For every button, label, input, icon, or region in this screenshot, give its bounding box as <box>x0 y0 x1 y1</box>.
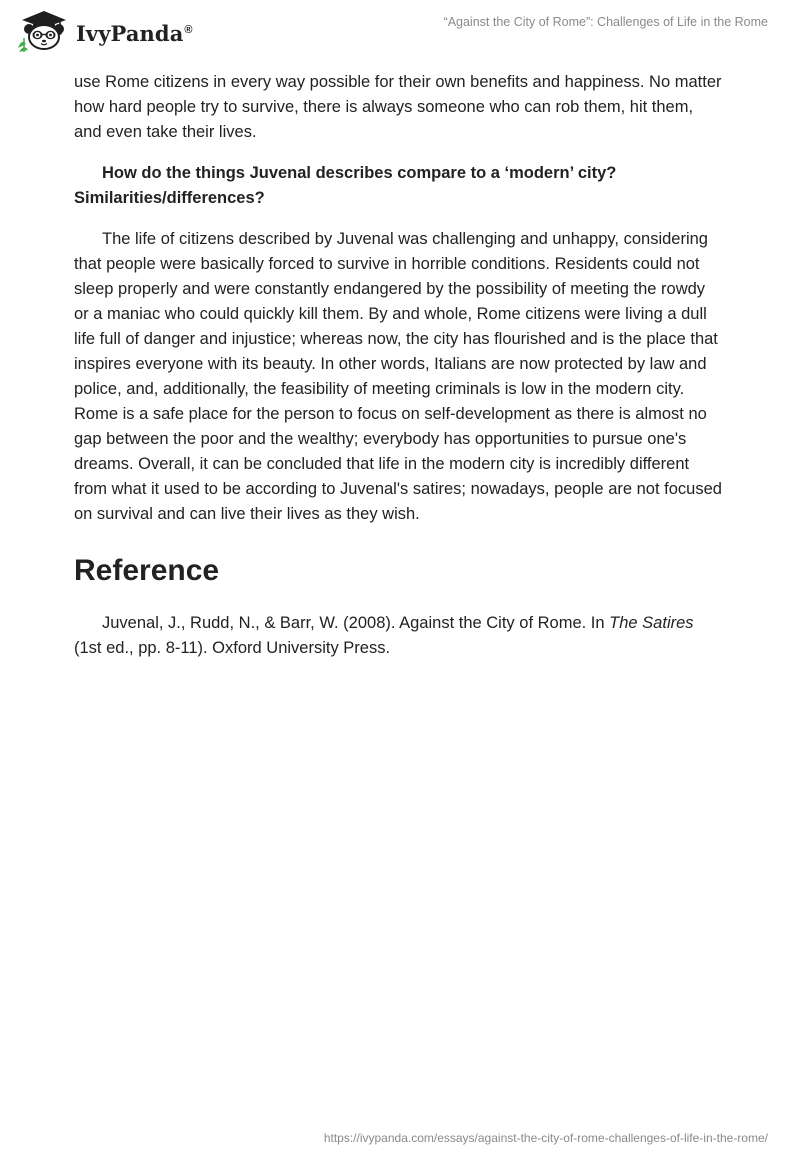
registered-mark: ® <box>184 23 193 36</box>
continued-paragraph: use Rome citizens in every way possible for their own benefits and happiness. No matter how hard people try to survive, there is always someone who can rob them, hit them, and even take their lives. <box>74 73 722 141</box>
brand-name: IvyPanda® <box>76 20 193 46</box>
reference-heading: Reference <box>74 554 220 587</box>
reference-text-after: (1st ed., pp. 8-11). Oxford University Press. <box>74 639 391 657</box>
reference-entry <box>74 611 724 661</box>
essay-content <box>74 70 724 661</box>
running-title: “Against the City of Rome”: Challenges of Life in the Rome <box>443 15 768 29</box>
answer-paragraph: The life of citizens described by Juvenal was challenging and unhappy, considering that people were basically forced to survive in horrible conditions. Residents could not sleep properly and were constantly endangered by the possibility of meeting the rowdy or a maniac who could quickly kill them. By and whole, Rome citizens were living a dull life full of danger and injustice; whereas now, the city has flourished and is the place that inspires everyone with its beauty. In other words, Italians are now protected by law and police, and, additionally, the feasibility of meeting criminals is low in the modern city. Rome is a safe place for the person to focus on self-development as there is almost no gap between the poor and the wealthy; everybody has opportunities to pursue one's dreams. Overall, it can be concluded that life in the modern city is incredibly different from what it used to be according to Juvenal's satires; nowadays, people are not focused on survival and can live their lives as they wish. <box>74 230 722 523</box>
page-header <box>0 0 800 60</box>
ivypanda-logo[interactable] <box>14 8 193 52</box>
reference-book-title: The Satires <box>609 614 694 632</box>
question-heading: How do the things Juvenal describes compare to a ‘modern’ city? Similarities/differences? <box>74 164 617 207</box>
panda-graduate-icon <box>14 8 74 52</box>
reference-text-before: Juvenal, J., Rudd, N., & Barr, W. (2008). Against the City of Rome. In <box>102 614 610 632</box>
source-url[interactable]: https://ivypanda.com/essays/against-the-city-of-rome-challenges-of-life-in-the-rome/ <box>323 1131 768 1145</box>
